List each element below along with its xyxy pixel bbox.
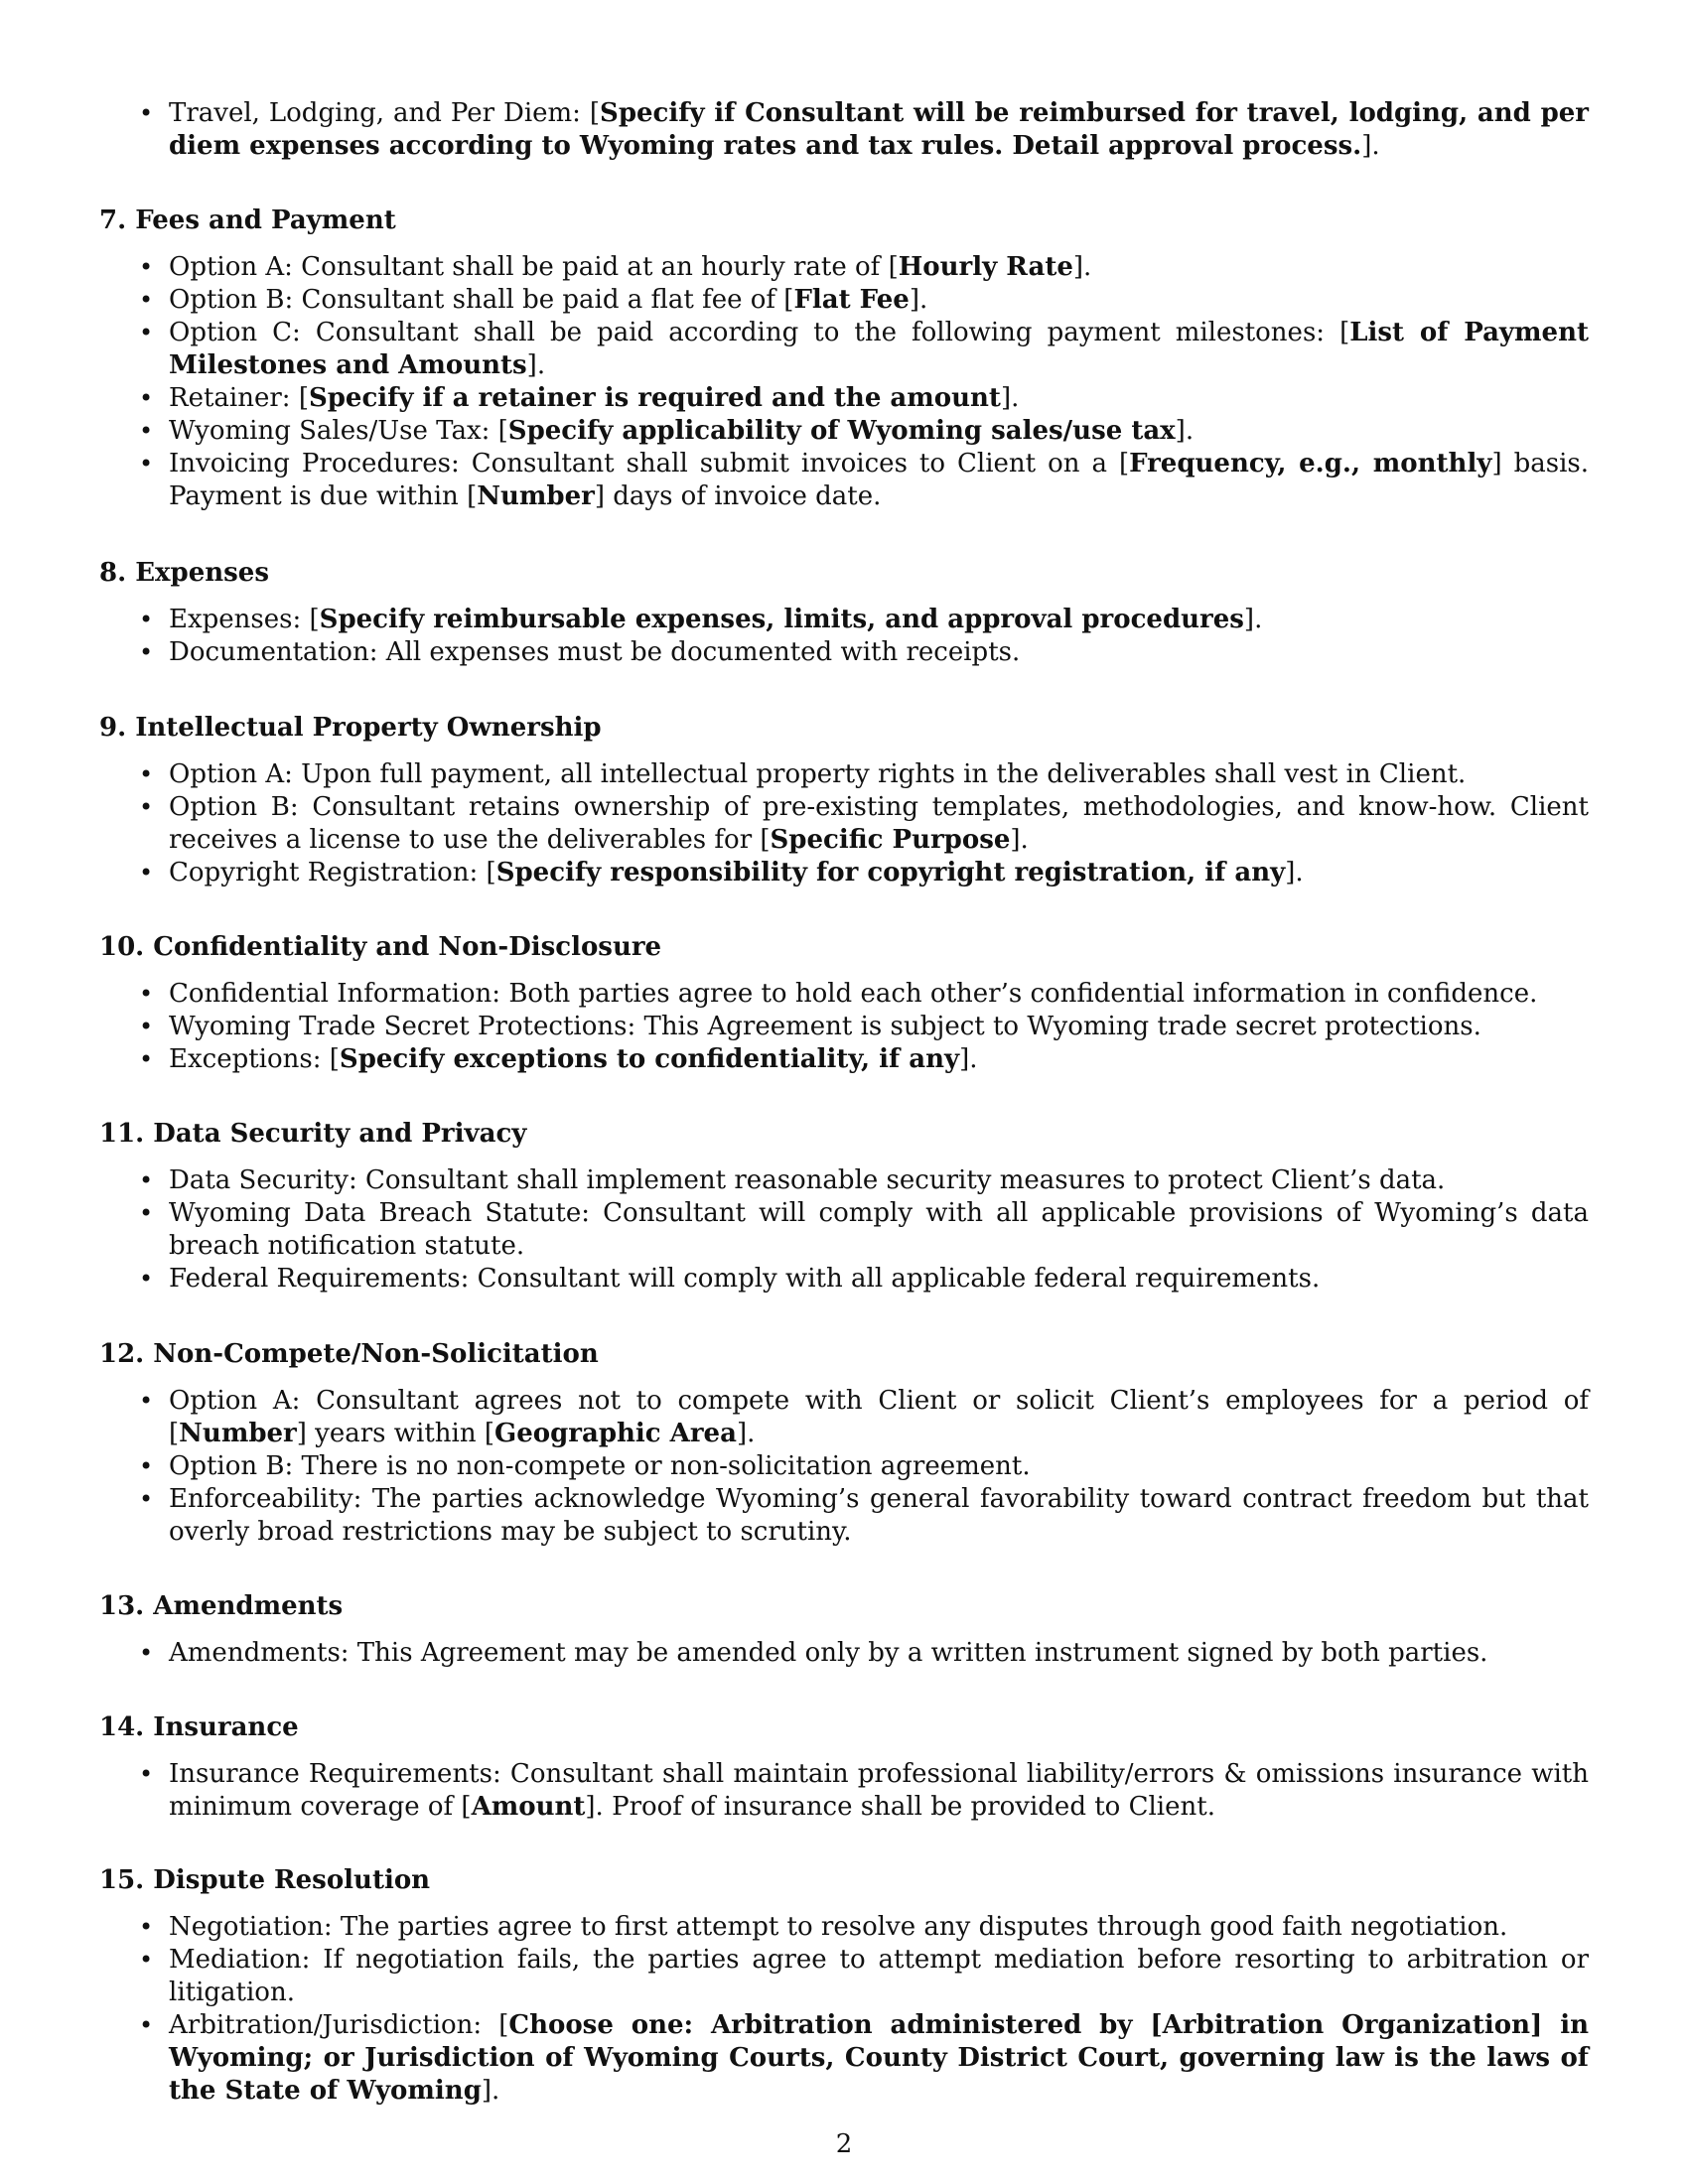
page-number: 2 xyxy=(835,2129,853,2159)
list-item xyxy=(99,1011,1589,1043)
body-text: ]. xyxy=(1285,858,1304,887)
bullet-list xyxy=(99,1637,1589,1670)
body-text: Option B: Consultant retains ownership of pre-existing templates, methodologies, and know-how. Client receives a license to use the deliverables for [ xyxy=(169,792,1589,855)
body-text: Documentation: All expenses must be documented with receipts. xyxy=(169,637,1021,667)
body-text: Option B: Consultant shall be paid a flat fee of [ xyxy=(169,285,794,315)
section-heading: 9. Intellectual Property Ownership xyxy=(99,713,602,743)
placeholder-text: Specify if a retainer is required and the amount xyxy=(308,383,1001,413)
body-text: Amendments: This Agreement may be amended only by a written instrument signed by both parties. xyxy=(169,1638,1488,1668)
body-text: ]. xyxy=(736,1419,756,1448)
body-text: Exceptions: [ xyxy=(169,1044,340,1074)
placeholder-text: Specific Purpose xyxy=(770,825,1011,855)
list-item xyxy=(99,1263,1589,1296)
placeholder-text: Specify applicability of Wyoming sales/use tax xyxy=(507,416,1176,446)
placeholder-text: Specify exceptions to confidentiality, if any xyxy=(339,1044,960,1074)
list-item xyxy=(99,1911,1589,1944)
bullet-list xyxy=(99,1164,1589,1296)
body-text: ]. xyxy=(1010,825,1029,855)
list-item xyxy=(99,284,1589,317)
section-insurance xyxy=(99,1710,1589,1824)
list-item xyxy=(99,1944,1589,2009)
body-text: Option C: Consultant shall be paid according to the following payment milestones: [ xyxy=(169,318,1350,347)
section-heading: 15. Dispute Resolution xyxy=(99,1865,431,1895)
list-item xyxy=(99,636,1589,669)
placeholder-text: Frequency, e.g., monthly xyxy=(1129,449,1492,478)
body-text: Arbitration/Jurisdiction: [ xyxy=(169,2010,509,2040)
intro-block xyxy=(99,97,1589,163)
body-text: Enforceability: The parties acknowledge Wyoming’s general favorability toward contract freedom but that overly broad restrictions may be subject to scrutiny. xyxy=(169,1484,1589,1547)
placeholder-text: Specify reimbursable expenses, limits, and approval procedures xyxy=(319,605,1244,634)
body-text: Federal Requirements: Consultant will comply with all applicable federal requirements. xyxy=(169,1264,1321,1294)
body-text: Travel, Lodging, and Per Diem: [ xyxy=(169,98,601,128)
list-item xyxy=(99,1758,1589,1824)
placeholder-text: Number xyxy=(477,481,595,511)
body-text: Expenses: [ xyxy=(169,605,320,634)
body-text: ] basis. Payment is due within [ xyxy=(169,449,1589,511)
body-text: Mediation: If negotiation fails, the parties agree to attempt mediation before resorting to arbitration or litigation. xyxy=(169,1945,1589,2007)
section-expenses xyxy=(99,556,1589,669)
placeholder-text: Hourly Rate xyxy=(898,252,1073,282)
section-amendments xyxy=(99,1589,1589,1670)
body-text: ]. xyxy=(1000,383,1020,413)
list-item xyxy=(99,1043,1589,1076)
body-text: Wyoming Sales/Use Tax: [ xyxy=(169,416,508,446)
list-item xyxy=(99,317,1589,382)
bullet-list xyxy=(99,758,1589,889)
placeholder-text: Flat Fee xyxy=(793,285,910,315)
placeholder-text: Number xyxy=(179,1419,297,1448)
body-text: Insurance Requirements: Consultant shall maintain professional liability/errors & omissions insurance with minimum coverage of [ xyxy=(169,1759,1589,1822)
section-non-compete xyxy=(99,1337,1589,1549)
list-item xyxy=(99,2009,1589,2108)
list-item xyxy=(99,1164,1589,1197)
body-text: Invoicing Procedures: Consultant shall submit invoices to Client on a [ xyxy=(169,449,1130,478)
bullet-list xyxy=(99,1758,1589,1824)
body-text: ]. xyxy=(1072,252,1092,282)
body-text: ]. xyxy=(526,350,546,380)
body-text: ]. xyxy=(1175,416,1195,446)
body-text: ]. xyxy=(1243,605,1263,634)
placeholder-text: Amount xyxy=(471,1792,586,1822)
body-text: ]. xyxy=(1361,131,1380,161)
list-item xyxy=(99,1197,1589,1263)
section-heading: 12. Non-Compete/Non-Solicitation xyxy=(99,1339,599,1369)
list-item xyxy=(99,1450,1589,1483)
body-text: ]. xyxy=(481,2076,500,2106)
placeholder-text: Specify responsibility for copyright registration, if any xyxy=(495,858,1286,887)
bullet-list xyxy=(99,978,1589,1076)
section-heading: 8. Expenses xyxy=(99,558,269,588)
list-item xyxy=(99,758,1589,791)
body-text: Negotiation: The parties agree to first attempt to resolve any disputes through good faith negotiation. xyxy=(169,1912,1508,1942)
section-heading: 11. Data Security and Privacy xyxy=(99,1119,527,1149)
placeholder-text: List of Payment Milestones and Amounts xyxy=(169,318,1589,380)
list-item xyxy=(99,978,1589,1011)
list-item xyxy=(99,1637,1589,1670)
list-item xyxy=(99,857,1589,889)
bullet-list xyxy=(99,1385,1589,1549)
list-item xyxy=(99,448,1589,513)
body-text: Option A: Upon full payment, all intellectual property rights in the deliverables shall vest in Client. xyxy=(169,759,1467,789)
bullet-list xyxy=(99,251,1589,513)
body-text: ]. xyxy=(909,285,928,315)
list-item xyxy=(99,791,1589,857)
body-text: Confidential Information: Both parties agree to hold each other’s confidential information in confidence. xyxy=(169,979,1538,1009)
list-item xyxy=(99,382,1589,415)
bullet-list xyxy=(99,1911,1589,2108)
section-heading: 13. Amendments xyxy=(99,1591,344,1621)
section-fees-and-payment xyxy=(99,204,1589,513)
section-intellectual-property xyxy=(99,711,1589,889)
list-item xyxy=(99,415,1589,448)
section-confidentiality xyxy=(99,930,1589,1076)
body-text: ]. Proof of insurance shall be provided to Client. xyxy=(585,1792,1215,1822)
list-item xyxy=(99,97,1589,163)
intro-bullet-list xyxy=(99,97,1589,163)
body-text: Data Security: Consultant shall implement reasonable security measures to protect Client’s data. xyxy=(169,1165,1446,1195)
section-heading: 10. Confidentiality and Non-Disclosure xyxy=(99,932,662,962)
body-text: ]. xyxy=(959,1044,978,1074)
body-text: Wyoming Trade Secret Protections: This Agreement is subject to Wyoming trade secret protections. xyxy=(169,1012,1481,1041)
placeholder-text: Choose one: Arbitration administered by [Arbitration Organization] in Wyoming; or Jurisdiction of Wyoming Courts, County District Court, governing law is the laws of the State of Wyoming xyxy=(169,2010,1589,2106)
body-text: Copyright Registration: [ xyxy=(169,858,496,887)
body-text: Option A: Consultant agrees not to compete with Client or solicit Client’s employees for a period of [ xyxy=(169,1386,1589,1448)
placeholder-text: Specify if Consultant will be reimbursed for travel, lodging, and per diem expenses according to Wyoming rates and tax rules. Detail approval process. xyxy=(169,98,1589,161)
list-item xyxy=(99,1483,1589,1549)
section-heading: 7. Fees and Payment xyxy=(99,205,396,235)
placeholder-text: Geographic Area xyxy=(494,1419,737,1448)
list-item xyxy=(99,251,1589,284)
bullet-list xyxy=(99,604,1589,669)
section-dispute-resolution xyxy=(99,1863,1589,2108)
body-text: Retainer: [ xyxy=(169,383,309,413)
list-item xyxy=(99,604,1589,636)
body-text: ] years within [ xyxy=(296,1419,495,1448)
section-data-security xyxy=(99,1117,1589,1296)
list-item xyxy=(99,1385,1589,1450)
body-text: Option B: There is no non-compete or non-solicitation agreement. xyxy=(169,1451,1031,1481)
body-text: ] days of invoice date. xyxy=(594,481,882,511)
section-heading: 14. Insurance xyxy=(99,1712,299,1742)
body-text: Wyoming Data Breach Statute: Consultant will comply with all applicable provisions of Wyoming’s data breach notification statute. xyxy=(169,1198,1589,1261)
body-text: Option A: Consultant shall be paid at an hourly rate of [ xyxy=(169,252,899,282)
